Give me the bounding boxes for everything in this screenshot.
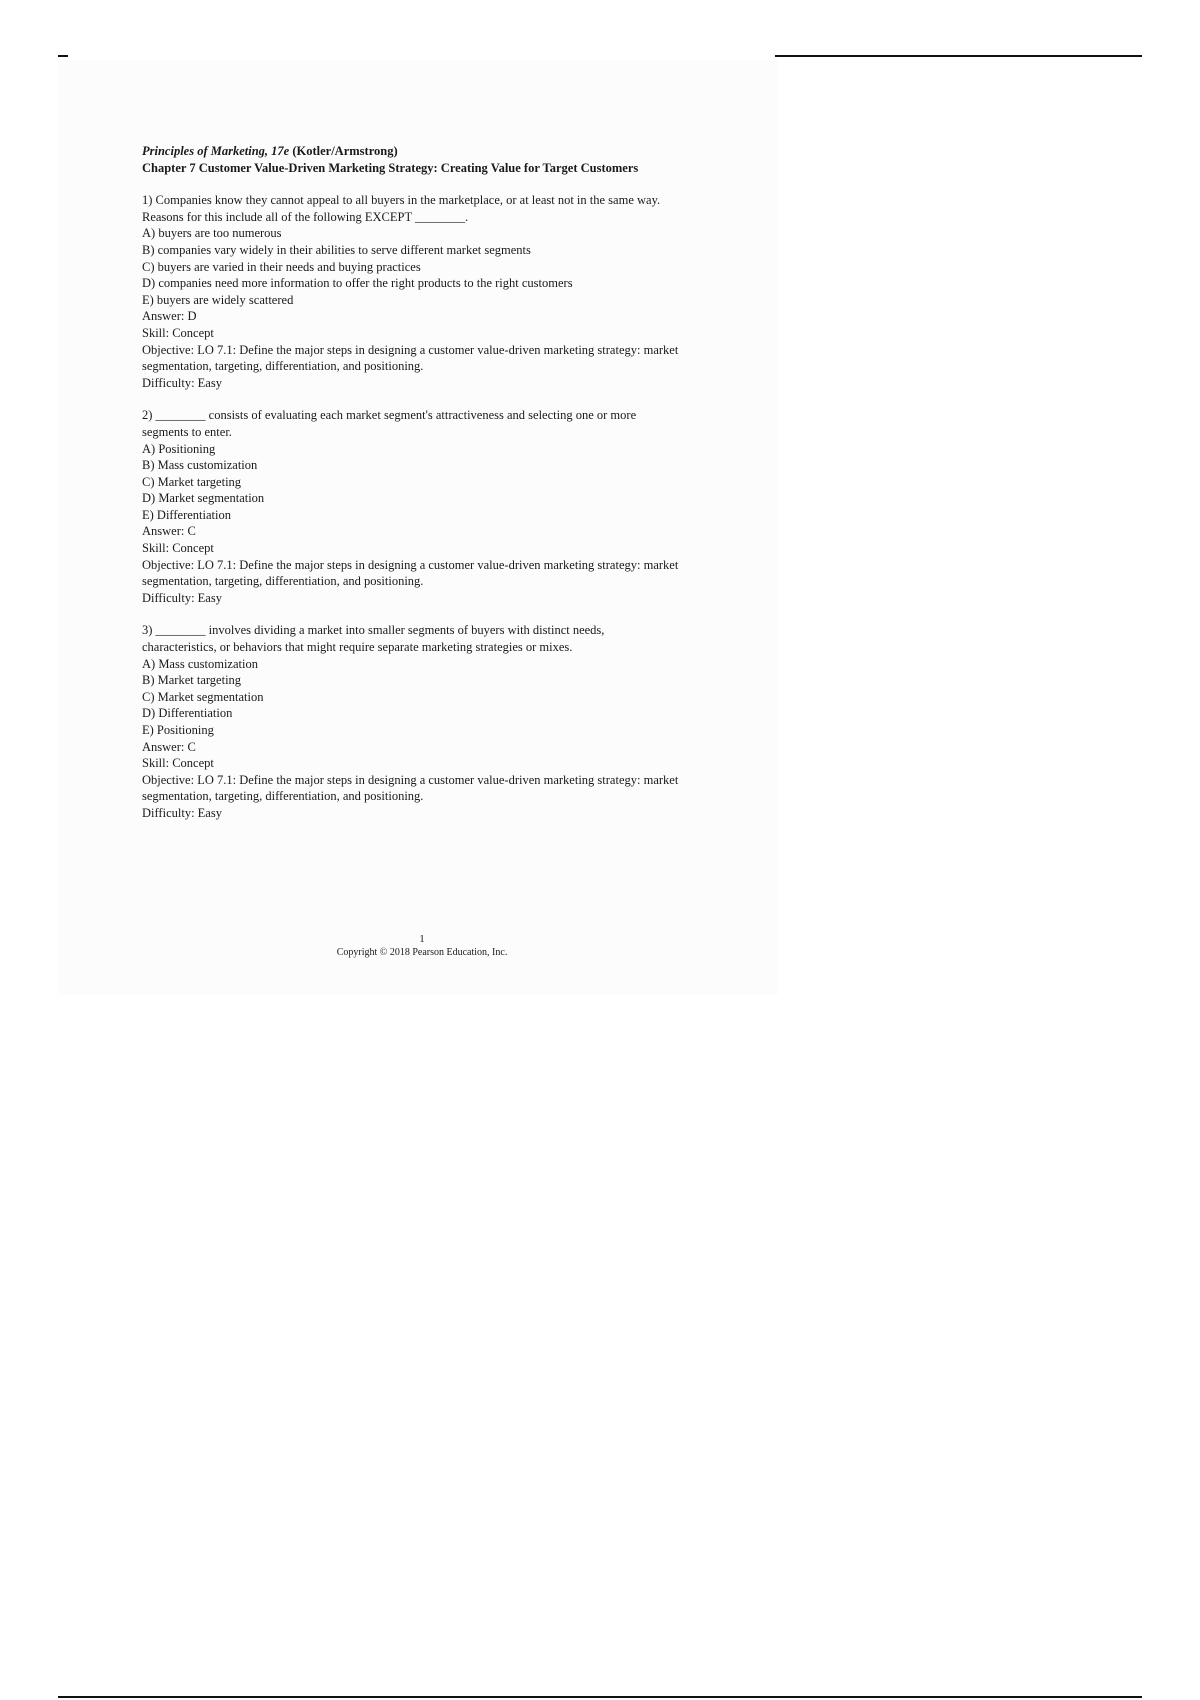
option-b: B) Market targeting [142,673,242,688]
answer: Answer: D [142,309,197,324]
question-3 [142,622,682,821]
objective: Objective: LO 7.1: Define the major steps in designing a customer value-driven marketing strategy: market segmentation, targeting, differentiation, and positioning. [142,342,679,374]
document-content [142,143,682,838]
top-right-rule [775,55,1142,57]
option-a: A) Mass customization [142,656,258,671]
top-left-rule [58,55,68,57]
question-2 [142,407,682,606]
option-b: B) companies vary widely in their abilities to serve different market segments [142,242,531,257]
difficulty: Difficulty: Easy [142,590,222,605]
option-d: D) Differentiation [142,706,233,721]
skill: Skill: Concept [142,541,214,556]
option-a: A) Positioning [142,441,216,456]
book-title: Principles of Marketing, 17e [142,144,290,158]
objective: Objective: LO 7.1: Define the major steps in designing a customer value-driven marketing strategy: market segmentation, targeting, differentiation, and positioning. [142,557,679,589]
option-d: D) Market segmentation [142,491,265,506]
option-d: D) companies need more information to offer the right products to the right customers [142,276,573,291]
option-a: A) buyers are too numerous [142,226,282,241]
question-stem: 2) ________ consists of evaluating each market segment's attractiveness and selecting one or more segments to enter. [142,408,637,439]
answer: Answer: C [142,739,196,754]
page-number: 1 [419,933,425,945]
question-1 [142,192,682,391]
book-header [142,143,682,160]
skill: Skill: Concept [142,325,214,340]
difficulty: Difficulty: Easy [142,805,222,820]
option-e: E) buyers are widely scattered [142,292,294,307]
answer: Answer: C [142,524,196,539]
difficulty: Difficulty: Easy [142,375,222,390]
copyright-notice: Copyright © 2018 Pearson Education, Inc. [336,947,508,958]
book-authors: (Kotler/Armstrong) [289,144,398,158]
bottom-rule [58,1696,1142,1698]
option-e: E) Positioning [142,723,214,737]
chapter-title: Chapter 7 Customer Value-Driven Marketing Strategy: Creating Value for Target Customers [142,160,639,175]
option-b: B) Mass customization [142,458,258,473]
option-c: C) Market segmentation [142,689,264,704]
objective: Objective: LO 7.1: Define the major steps in designing a customer value-driven marketing strategy: market segmentation, targeting, differentiation, and positioning. [142,772,679,804]
option-e: E) Differentiation [142,507,231,522]
option-c: C) Market targeting [142,474,242,489]
skill: Skill: Concept [142,756,214,771]
option-c: C) buyers are varied in their needs and buying practices [142,259,421,274]
question-stem: 3) ________ involves dividing a market into smaller segments of buyers with distinct needs, characteristics, or behaviors that might require separate marketing strategies or mixes. [142,623,605,655]
question-stem: 1) Companies know they cannot appeal to all buyers in the marketplace, or at least not in the same way. Reasons for this include all of the following EXCEPT ________. [142,193,661,224]
